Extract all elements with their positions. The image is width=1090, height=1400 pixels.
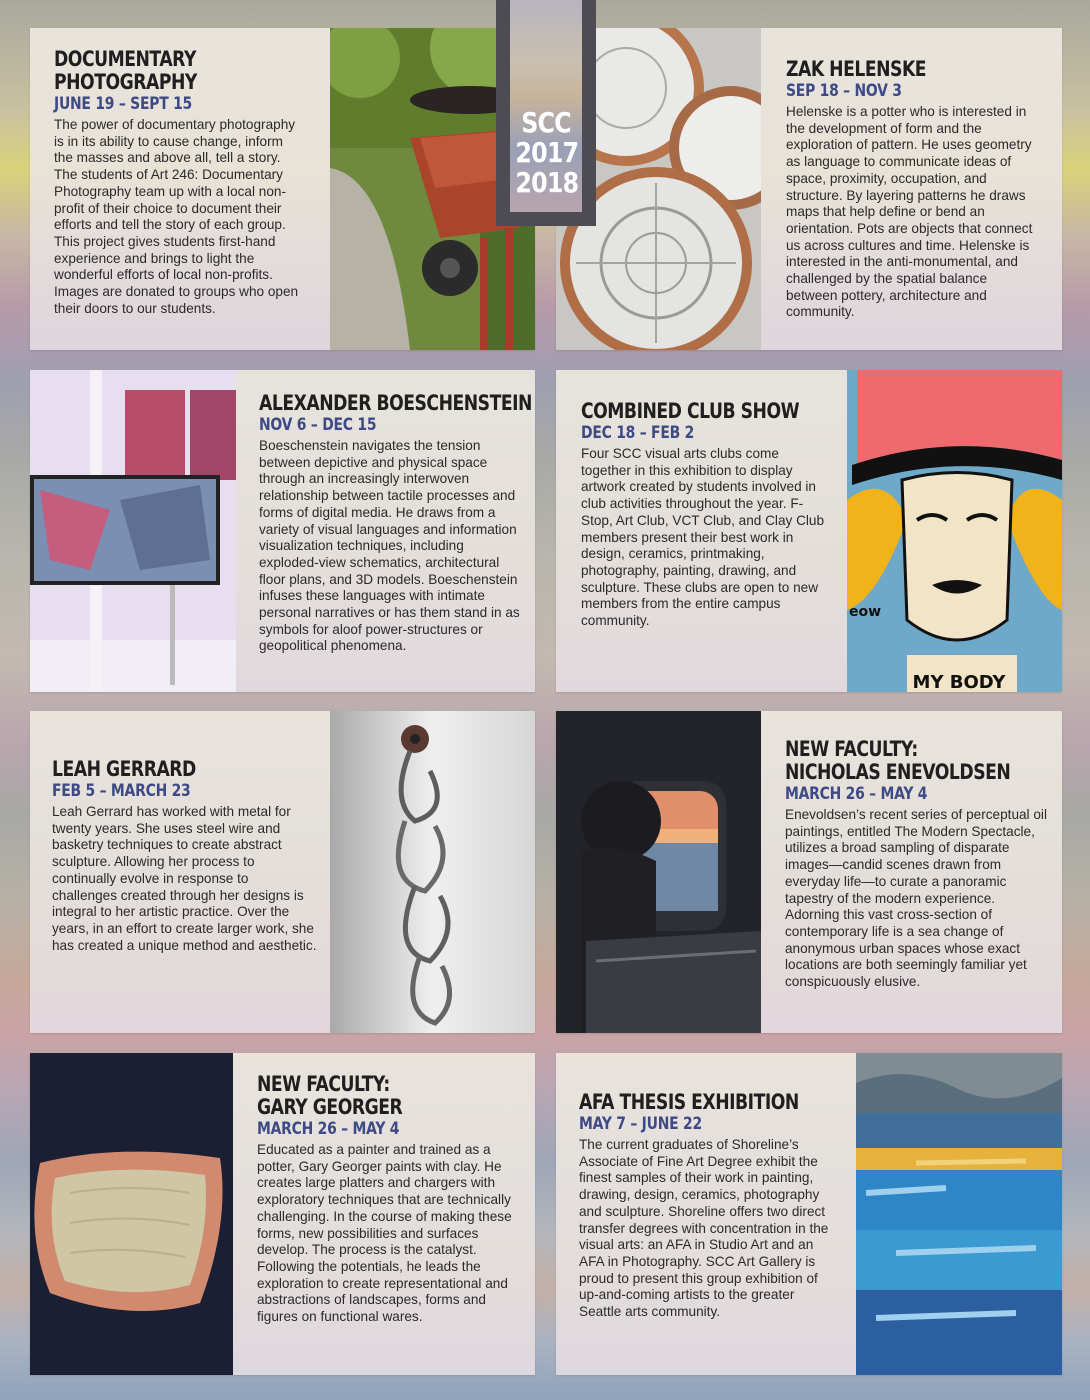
seascape-painting [856,1053,1062,1375]
exhibit-title: COMBINED CLUB SHOW [581,399,800,423]
exhibit-description: Enevoldsen’s recent series of perceptual oil paintings, entitled The Modern Spectacle, utilizes a broad sampling of disparate images—candid scenes drawn from everyday life—to curate a panoramic tapestry of the modern experience. Adorning this vast cross-section of contemporary life is a sea change of anonymous urban spaces whose exact locations are both seemingly familiar yet conspicuously elusive. [785,807,1047,990]
exhibit-documentary-text [54,48,304,317]
exhibit-helenske-panel [556,28,1062,350]
exhibit-boeschenstein-text [259,391,532,655]
exhibit-dates: MARCH 26 – MAY 4 [257,1119,400,1139]
exhibit-helenske-text [786,58,1041,321]
badge-inner [510,0,582,212]
exhibit-dates: SEP 18 – NOV 3 [786,81,902,101]
badge-year-end: 2018 [515,166,579,199]
exhibit-club-text [581,400,826,630]
portrait-speech: eow [849,604,882,620]
exhibit-title-line2: GARY GEORGER [257,1095,403,1119]
exhibit-thesis-text [579,1091,834,1321]
clay-platter-photo [30,1053,233,1375]
exhibit-dates: DEC 18 – FEB 2 [581,423,695,443]
exhibit-description: Helenske is a potter who is interested in the development of form and the exploration of pattern. He uses geometry as language to communicate ideas of space, proximity, occupation, and structure. By layering patterns he draws maps that help define or bend an orientation. Pots are objects that connect us across cultures and time. Helenske is interested in the anti-monumental, and challenged by the spatial balance between pottery, architecture and community. [786,104,1033,320]
exhibit-dates: NOV 6 – DEC 15 [259,415,377,435]
exhibit-club-panel [556,370,1062,692]
exhibit-title: AFA THESIS EXHIBITION [579,1090,799,1114]
exhibit-gerrard-panel [30,711,535,1033]
train-painting [556,711,761,1033]
exhibit-gerrard-text [52,758,317,954]
wire-sculpture-photo [330,711,535,1033]
exhibit-georger-text [257,1073,522,1326]
exhibit-description: Leah Gerrard has worked with metal for twenty years. She uses steel wire and basketry techniques to create abstract sculpture. Allowing her process to continually evolve in response to challenges created through her designs is integral to her artistic practice. Over the years, in an effort to create larger work, she has created a unique method and aesthetic. [52,804,317,953]
exhibit-title: ZAK HELENSKE [786,57,927,81]
exhibit-title-line1: NEW FACULTY: [785,737,918,761]
exhibit-thesis-panel [556,1053,1062,1375]
scc-year-badge [496,0,596,226]
exhibit-boeschenstein-panel [30,370,535,692]
exhibit-description: Boeschenstein navigates the tension between depictive and physical space through an increasingly interwoven relationship between tactile processes and forms of digital media. He draws from a variety of visual languages and information visualization techniques, including exploded-view schematics, architectural floor plans, and 3D models. Boeschenstein infuses these languages with intimate personal narratives or has them stand in as symbols for aloof power-structures or geopolitical phenomena. [259,438,520,654]
exhibit-title: ALEXANDER BOESCHENSTEIN [259,391,532,415]
exhibit-documentary-panel [30,28,535,350]
exhibit-title-line1: DOCUMENTARY [54,47,196,71]
exhibit-title-line1: NEW FACULTY: [257,1072,390,1096]
badge-year-start: 2017 [515,136,579,169]
exhibit-title: LEAH GERRARD [52,757,196,781]
exhibit-title-line2: PHOTOGRAPHY [54,70,197,94]
exhibit-georger-panel [30,1053,535,1375]
installation-photo [30,370,236,692]
exhibit-dates: FEB 5 – MARCH 23 [52,781,191,801]
exhibit-description: Four SCC visual arts clubs come together in this exhibition to display artwork created by students involved in club activities throughout the year. F-Stop, Art Club, VCT Club, and Clay Club members present their best work in design, ceramics, printmaking, photography, painting, drawing, and sculpture. These clubs are open to new members from the entire campus community. [581,446,825,629]
exhibit-dates: JUNE 19 – SEPT 15 [54,94,192,114]
exhibit-dates: MAY 7 – JUNE 22 [579,1114,702,1134]
exhibit-description: The current graduates of Shoreline’s Associate of Fine Art Degree exhibit the finest samples of their work in painting, drawing, design, ceramics, photography and sculpture. Shoreline offers two direct transfer degrees with concentration in the visual arts: an AFA in Studio Art and an AFA in Photography. SCC Art Gallery is proud to present this group exhibition of up-and-coming artists to the greater Seattle arts community. [579,1137,829,1320]
exhibit-description: Educated as a painter and trained as a potter, Gary Georger paints with clay. He creates large platters and chargers with exploratory techniques that are technically challenging. In the course of making these forms, new possibilities and surfaces develop. The process is the catalyst. Following the potentials, he leads the exploration to create representational and abstractions of landscapes, forms and figures on functional wares. [257,1142,512,1325]
exhibit-enevoldsen-text [785,738,1047,991]
portrait-caption: MY BODY [912,672,1006,692]
pop-art-portrait [847,370,1062,692]
badge-scc: SCC [521,106,571,139]
exhibit-enevoldsen-panel [556,711,1062,1033]
exhibit-dates: MARCH 26 – MAY 4 [785,784,928,804]
exhibit-title-line2: NICHOLAS ENEVOLDSEN [785,760,1011,784]
exhibit-description: The power of documentary photography is in its ability to cause change, inform the masses and above all, tell a story. The students of Art 246: Documentary Photography team up with a local non-profit of their choice to document their efforts and tell the story of each group. This project gives students first-hand experience and brings to light the wonderful efforts of local non-profits. Images are donated to groups who open their doors to our students. [54,117,299,316]
